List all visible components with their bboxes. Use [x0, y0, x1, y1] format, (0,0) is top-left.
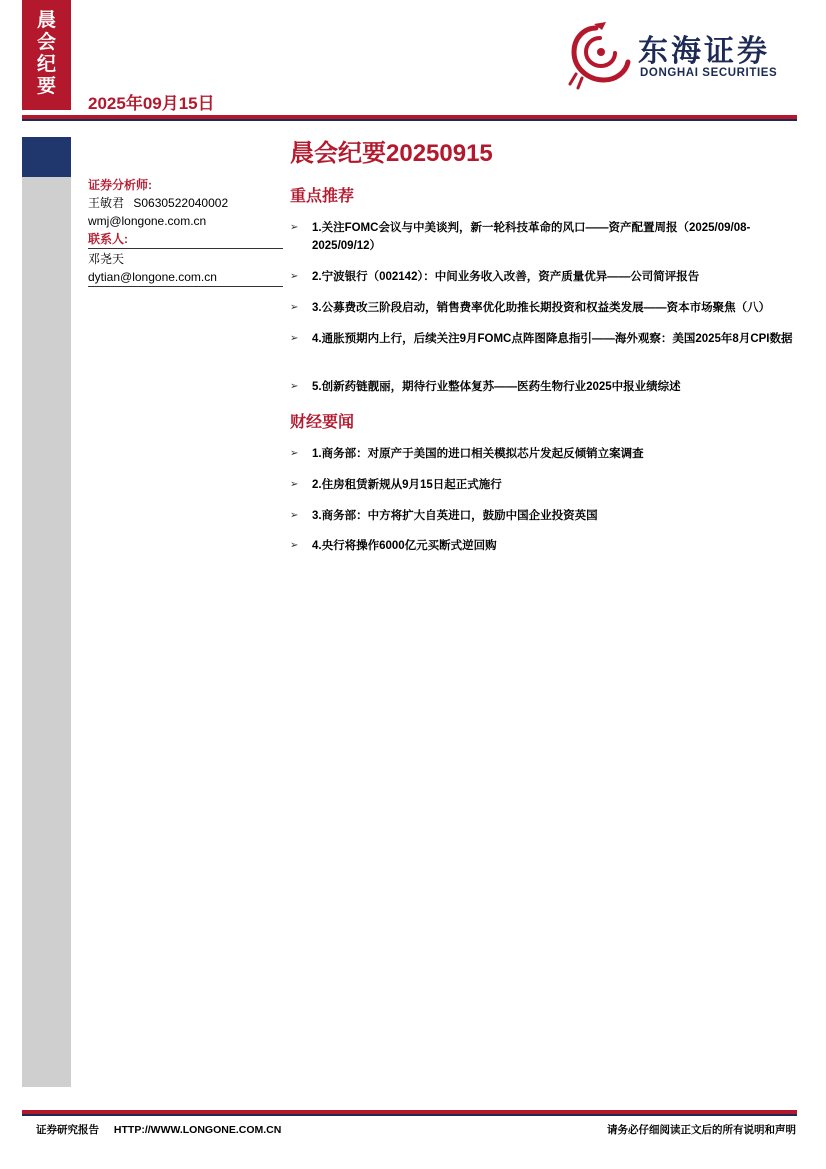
list-item-text: 4.通胀预期内上行，后续关注9月FOMC点阵图降息指引——海外观察：美国2025年8月CPI数据	[312, 333, 793, 345]
section-title-key-picks: 重点推荐	[290, 188, 355, 205]
report-type-char: 晨	[36, 10, 56, 31]
list-item-text: 2.宁波银行（002142）：中间业务收入改善，资产质量优异——公司简评报告	[312, 271, 700, 283]
list-item[interactable]	[290, 219, 796, 255]
list-item-text: 5.创新药链靓丽，期待行业整体复苏——医药生物行业2025中报业绩综述	[312, 381, 681, 393]
arrow-bullet-icon: ➢	[290, 510, 299, 521]
report-type-char: 纪	[36, 54, 56, 75]
sidebar-gray-column	[22, 177, 71, 1087]
list-item[interactable]	[290, 445, 796, 463]
list-item[interactable]	[290, 537, 796, 555]
footer-report-label: 证券研究报告	[36, 1124, 99, 1136]
list-item[interactable]	[290, 330, 796, 348]
arrow-bullet-icon: ➢	[290, 448, 299, 459]
list-item[interactable]	[290, 299, 796, 317]
arrow-bullet-icon: ➢	[290, 540, 299, 551]
arrow-bullet-icon: ➢	[290, 479, 299, 490]
dragon-logo-icon	[566, 20, 632, 90]
footer-disclaimer: 请务必仔细阅读正文后的所有说明和声明	[607, 1124, 796, 1136]
contact-label: 联系人:	[88, 230, 283, 249]
analyst-id: S0630522040002	[133, 196, 229, 210]
sidebar-accent-block	[22, 137, 71, 177]
arrow-bullet-icon: ➢	[290, 271, 299, 282]
list-item-text: 3.公募费改三阶段启动，销售费率优化助推长期投资和权益类发展——资本市场聚焦（八）	[312, 302, 771, 314]
arrow-bullet-icon: ➢	[290, 381, 299, 392]
list-item-text: 1.关注FOMC会议与中美谈判，新一轮科技革命的风口——资产配置周报（2025/09/08-2025/09/12）	[312, 222, 751, 252]
arrow-bullet-icon: ➢	[290, 302, 299, 313]
analyst-label: 证券分析师:	[88, 178, 152, 192]
list-item[interactable]	[290, 378, 796, 396]
report-date: 2025年09月15日	[88, 94, 215, 113]
list-item[interactable]	[290, 476, 796, 494]
list-item-text: 1.商务部：对原产于美国的进口相关模拟芯片发起反倾销立案调查	[312, 448, 644, 460]
page-title: 晨会纪要20250915	[290, 140, 493, 167]
contact-name: 邓尧天	[88, 252, 125, 266]
list-item[interactable]	[290, 507, 796, 525]
list-item-text: 3.商务部：中方将扩大自英进口，鼓励中国企业投资英国	[312, 510, 598, 522]
report-type-char: 要	[36, 76, 56, 97]
footer-left	[36, 1122, 281, 1137]
footer-divider-secondary	[22, 1114, 797, 1116]
report-type-char: 会	[36, 32, 56, 53]
analyst-name: 王敏君	[88, 196, 125, 210]
arrow-bullet-icon: ➢	[290, 222, 299, 233]
list-item-text: 2.住房租赁新规从9月15日起正式施行	[312, 479, 502, 491]
list-item[interactable]	[290, 268, 796, 286]
analyst-info	[88, 176, 283, 288]
report-type-label	[22, 10, 71, 98]
analyst-email: wmj@longone.com.cn	[88, 214, 207, 228]
contact-email: dytian@longone.com.cn	[88, 268, 283, 287]
company-name-en: DONGHAI SECURITIES	[640, 67, 778, 79]
footer-url-link[interactable]: HTTP://WWW.LONGONE.COM.CN	[113, 1124, 282, 1136]
list-item-text: 4.央行将操作6000亿元买断式逆回购	[312, 540, 497, 552]
analyst-name-line	[88, 194, 283, 212]
report-type-tag	[22, 0, 71, 110]
header-divider-secondary	[22, 119, 797, 121]
section-title-financial-news: 财经要闻	[290, 414, 355, 431]
arrow-bullet-icon: ➢	[290, 333, 299, 344]
company-logo	[566, 20, 796, 90]
company-name-cn: 东海证券	[638, 34, 770, 69]
